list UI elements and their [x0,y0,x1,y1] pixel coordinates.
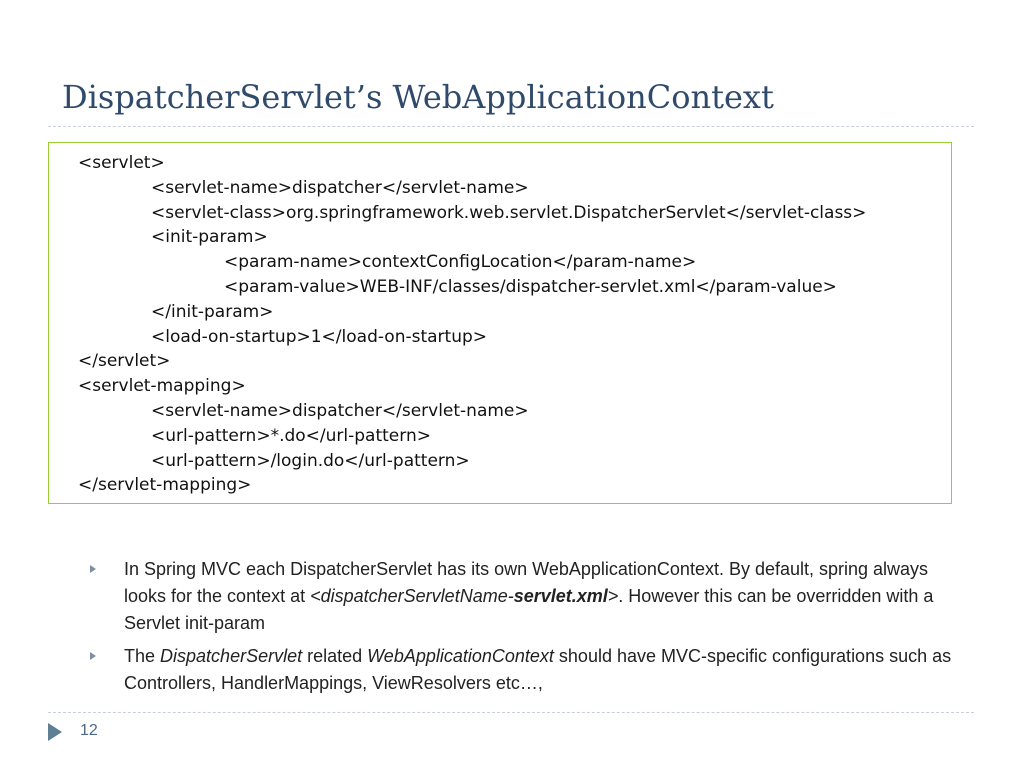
bullet-item [90,643,970,697]
bullet-text-segment: servlet.xml [513,586,608,606]
bullet-text-segment: In Spring MVC each DispatcherServlet has its own WebApplicationContext. By default, spring always looks for the context at [124,559,929,606]
code-line: <init-param> [151,227,268,248]
bullet-text-segment: related [302,646,368,666]
footer-divider [48,712,974,713]
triangle-right-icon [90,565,96,573]
triangle-right-icon [48,723,62,741]
bullet-text-segment: should have MVC-specific configurations such as Controllers, HandlerMappings, ViewResolvers etc…, [124,646,952,693]
bullet-item [90,556,970,637]
slide-title: DispatcherServlet’s WebApplicationContext [62,78,774,116]
code-line: <param-value>WEB-INF/classes/dispatcher-servlet.xml</param-value> [224,276,837,297]
code-block [48,142,952,504]
code-line: <param-name>contextConfigLocation</param-name> [224,252,697,273]
code-line: </servlet> [78,351,171,372]
code-line: <load-on-startup>1</load-on-startup> [151,326,488,347]
bullet-list [90,556,970,703]
code-line: <servlet-mapping> [78,376,246,397]
code-line: <servlet-name>dispatcher</servlet-name> [151,177,529,198]
page-number: 12 [80,722,98,739]
code-line: </servlet-mapping> [78,475,252,496]
code-line: <url-pattern>/login.do</url-pattern> [151,450,470,471]
bullet-text-segment: . However this can be overridden with a Servlet init-param [124,586,934,633]
title-divider [48,126,974,127]
bullet-text-segment: <dispatcherServletName- [310,586,514,606]
code-line: </init-param> [151,301,274,322]
bullet-text-segment: > [607,586,619,606]
bullet-text-segment: The [124,646,161,666]
code-line: <servlet> [78,153,165,173]
code-line: <servlet-name>dispatcher</servlet-name> [151,400,529,421]
code-line: <url-pattern>*.do</url-pattern> [151,425,431,446]
triangle-right-icon [90,652,96,660]
bullet-text-segment: DispatcherServlet [160,646,303,666]
code-lines [78,151,866,498]
code-line: <servlet-class>org.springframework.web.servlet.DispatcherServlet</servlet-class> [151,202,867,223]
bullet-text-segment: WebApplicationContext [367,646,554,666]
